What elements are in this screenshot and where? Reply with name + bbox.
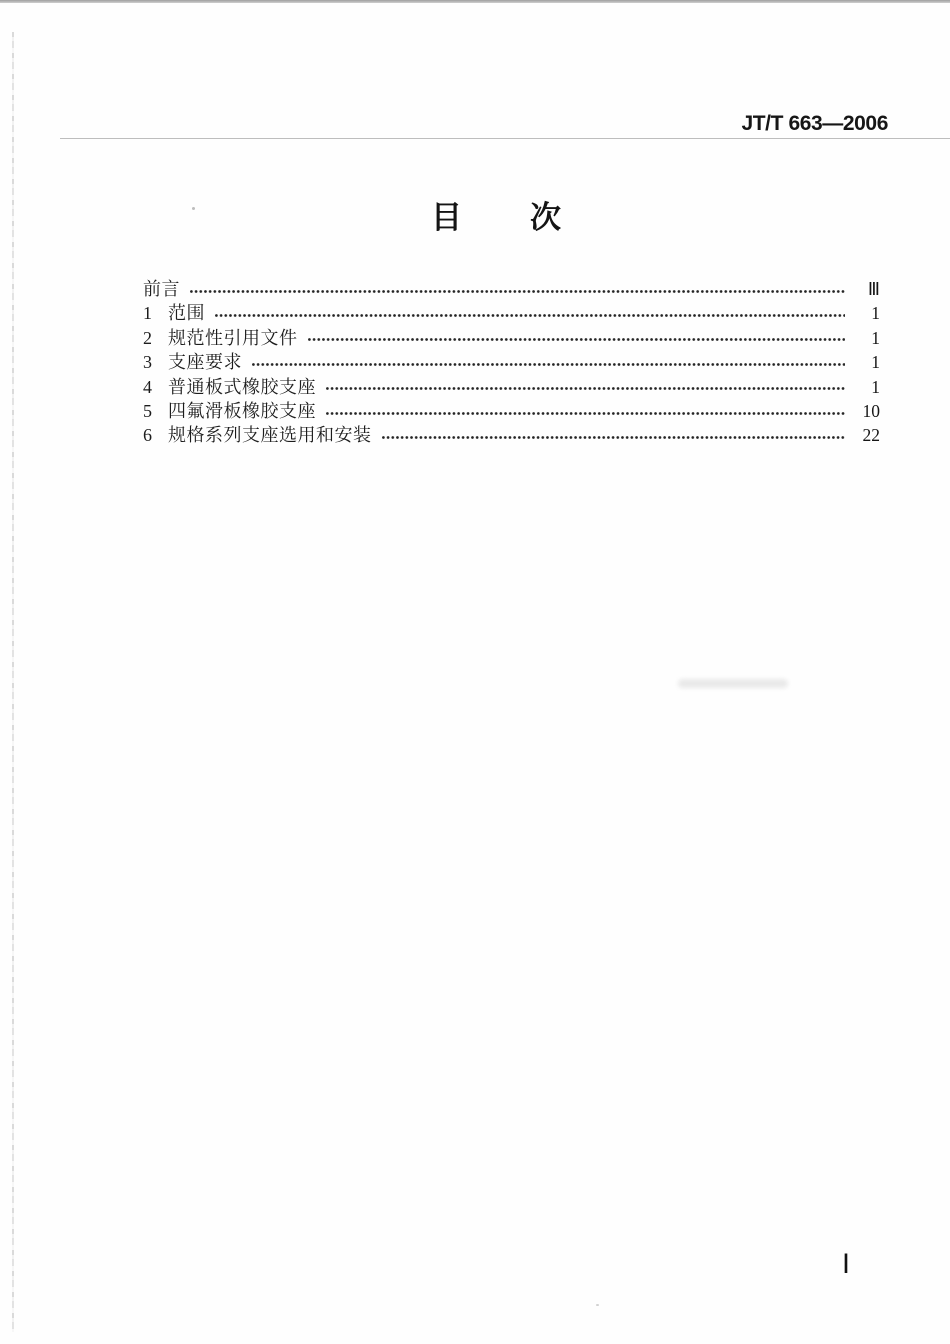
scan-smudge [678,679,788,688]
toc-entry-title: 四氟滑板橡胶支座 [168,400,316,421]
toc-entry-foreword [143,277,880,301]
scan-edge-top [0,0,950,3]
toc-entry-title: 支座要求 [168,352,242,373]
toc-entry-number: 4 [143,376,152,397]
dot-leader [326,387,845,390]
dot-leader [382,436,846,439]
dot-leader [252,363,845,366]
toc-entry-page: 1 [871,303,880,324]
dot-leader [190,290,845,293]
toc-entry-title: 普通板式橡胶支座 [168,376,316,397]
toc-entry-page: Ⅲ [867,279,880,299]
page-number: Ⅰ [842,1249,850,1279]
scan-edge-left [12,32,14,1332]
header-rule [60,138,950,139]
toc-entry-selection-installation [143,423,880,447]
toc-entry-scope [143,301,880,325]
dot-leader [215,314,845,317]
toc-entry-plain-laminated-bearing [143,375,880,399]
toc-entry-page: 1 [871,352,880,373]
toc-entry-title: 范围 [168,303,205,324]
toc-entry-number: 6 [143,425,152,446]
standard-number: JT/T 663—2006 [741,112,888,135]
toc-entry-page: 1 [871,376,880,397]
toc-entry-page: 1 [871,327,880,348]
toc-entry-number: 1 [143,303,152,324]
dot-leader [308,338,846,341]
scan-speckle [596,1304,599,1306]
toc-entry-number: 2 [143,327,152,348]
page-title: 目 次 [431,200,563,235]
toc-entry-title: 前言 [143,279,180,299]
toc-entry-title: 规格系列支座选用和安装 [168,425,372,446]
dot-leader [326,412,845,415]
toc-entry-title: 规范性引用文件 [168,327,298,348]
toc-entry-page: 10 [862,400,880,421]
table-of-contents [143,277,880,448]
toc-entry-normative-references [143,326,880,350]
toc-entry-page: 22 [862,425,880,446]
toc-entry-ptfe-sliding-bearing [143,399,880,423]
toc-entry-bearing-requirements [143,350,880,374]
toc-entry-number: 3 [143,352,152,373]
toc-entry-number: 5 [143,400,152,421]
